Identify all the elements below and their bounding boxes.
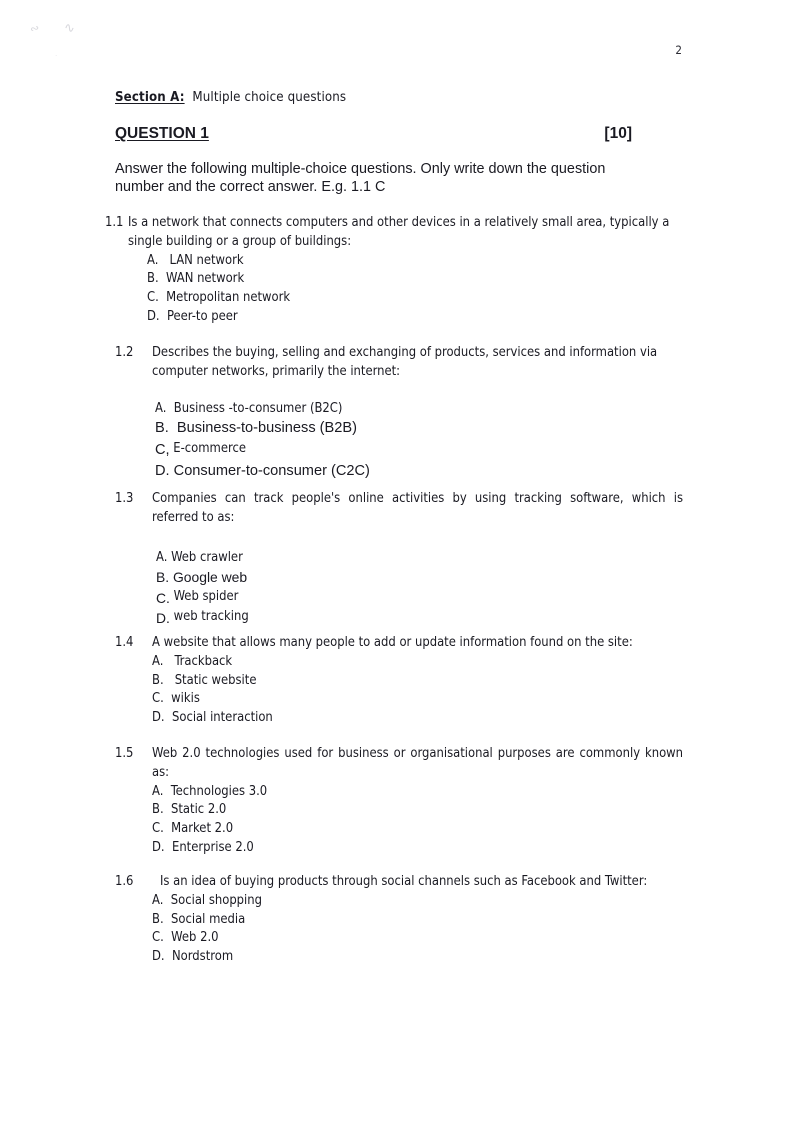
option-letter: A. (152, 892, 164, 908)
option-letter: C. (152, 930, 164, 946)
options-list (147, 252, 683, 327)
option-item[interactable] (147, 289, 683, 308)
option-item[interactable] (156, 567, 683, 587)
scan-smudge-icon: ∿ (63, 19, 76, 36)
option-label: Web crawler (171, 549, 243, 565)
question-text: A website that allows many people to add or update information found on the site: (152, 635, 633, 650)
question-block-1-6 (115, 873, 683, 967)
option-label: wikis (171, 691, 200, 707)
option-item[interactable] (152, 653, 683, 672)
option-letter: C. (156, 589, 170, 606)
option-letter: C. (152, 821, 164, 837)
question-title: QUESTION 1 (115, 125, 209, 142)
question-number: 1.6 (115, 874, 134, 889)
option-label: LAN network (169, 252, 244, 268)
question-block-1-1 (105, 214, 683, 327)
option-item[interactable] (147, 270, 683, 289)
option-gap (164, 690, 171, 709)
option-label: Technologies 3.0 (170, 783, 268, 799)
section-label: Section A: (115, 90, 185, 105)
option-item[interactable] (155, 418, 683, 439)
options-list (152, 892, 683, 967)
page-number: 2 (675, 43, 682, 57)
option-letter: C. (147, 290, 159, 306)
options-list (152, 653, 683, 728)
option-item[interactable] (155, 440, 683, 461)
option-gap (158, 252, 169, 271)
option-label: Google web (172, 569, 248, 586)
option-label: E-commerce (173, 440, 246, 456)
option-gap (165, 948, 172, 967)
question-stem-row (115, 634, 683, 653)
option-label: Peer-to peer (167, 309, 238, 325)
option-gap (164, 911, 171, 930)
option-item[interactable] (156, 608, 683, 628)
option-label: Web 2.0 (171, 930, 219, 946)
option-label: Web spider (173, 588, 239, 604)
option-letter: D. (147, 309, 160, 325)
question-text: Describes the buying, selling and exchanging of products, services and information via computer networks, primarily the internet: (152, 345, 658, 379)
option-gap (163, 783, 170, 802)
section-title: Multiple choice questions (184, 90, 347, 105)
option-gap (164, 801, 171, 820)
option-item[interactable] (152, 801, 683, 820)
question-stem-row (115, 490, 683, 528)
option-item[interactable] (152, 783, 683, 802)
option-label: Social interaction (172, 710, 273, 726)
option-gap (159, 270, 166, 289)
option-letter: B. (152, 802, 164, 818)
option-letter: D. (152, 710, 165, 726)
question-block-1-2 (115, 344, 683, 482)
option-label: WAN network (166, 271, 245, 287)
option-letter: B. (156, 569, 170, 586)
option-letter: D. (155, 463, 170, 480)
option-item[interactable] (152, 948, 683, 967)
option-letter: A. (152, 653, 164, 669)
option-label: Market 2.0 (171, 821, 234, 837)
option-item[interactable] (156, 588, 683, 608)
question-text: Is an idea of buying products through social channels such as Facebook and Twitter: (160, 874, 648, 889)
option-gap (165, 839, 172, 858)
question-block-1-4 (115, 634, 683, 728)
option-gap (164, 929, 171, 948)
option-gap (163, 653, 174, 672)
option-gap (169, 418, 177, 439)
option-letter: B. (152, 672, 164, 688)
option-letter: B. (155, 420, 169, 437)
option-letter: D. (152, 949, 165, 965)
option-item[interactable] (152, 709, 683, 728)
option-label: Business -to-consumer (B2C) (173, 400, 343, 416)
option-gap (164, 820, 171, 839)
option-item[interactable] (156, 549, 683, 568)
option-item[interactable] (152, 892, 683, 911)
option-label: Social media (171, 911, 246, 927)
option-gap (160, 308, 167, 327)
option-item[interactable] (152, 929, 683, 948)
option-item[interactable] (147, 252, 683, 271)
option-letter: C. (152, 691, 164, 707)
question-marks: [10] (604, 125, 632, 142)
option-item[interactable] (152, 690, 683, 709)
question-block-1-3 (115, 490, 683, 628)
option-item[interactable] (155, 400, 683, 419)
question-number: 1.1 (105, 215, 124, 230)
section-heading (115, 90, 346, 105)
option-label: Static website (174, 672, 257, 688)
option-item[interactable] (152, 839, 683, 858)
option-letter: A. (152, 783, 164, 799)
option-letter: A. (147, 252, 159, 268)
question-stem-row (115, 344, 683, 382)
options-list (156, 549, 683, 629)
question-number: 1.5 (115, 746, 134, 761)
option-item[interactable] (147, 308, 683, 327)
question-number: 1.3 (115, 491, 134, 506)
question-text: Is a network that connects computers and other devices in a relatively small area, typically a single building or a group of buildings: (128, 215, 670, 249)
instructions-paragraph: Answer the following multiple-choice questions. Only write down the question number and the correct answer. E.g. 1.1 C (115, 161, 606, 196)
question-header (115, 125, 685, 143)
option-label: web tracking (173, 609, 249, 625)
option-label: Enterprise 2.0 (172, 840, 254, 856)
option-label: Trackback (174, 653, 233, 669)
option-item[interactable] (152, 820, 683, 839)
question-stem-row (115, 873, 683, 892)
option-gap (166, 400, 173, 419)
scan-smudge-icon: ∾ (28, 22, 41, 36)
option-letter: A. (155, 400, 167, 416)
option-gap (159, 289, 166, 308)
question-number: 1.2 (115, 345, 134, 360)
option-gap (164, 672, 175, 691)
option-letter: B. (152, 911, 164, 927)
option-label: Static 2.0 (171, 802, 227, 818)
option-gap (165, 709, 172, 728)
question-stem-row (115, 745, 683, 783)
question-text: Web 2.0 technologies used for business or organisational purposes are commonly known as: (152, 746, 683, 780)
question-number: 1.4 (115, 635, 134, 650)
options-list (152, 783, 683, 858)
option-item[interactable] (152, 672, 683, 691)
option-letter: B. (147, 271, 159, 287)
option-item[interactable] (155, 461, 683, 482)
option-label: Business-to-business (B2B) (176, 420, 357, 437)
scan-smudge-icon: · (55, 52, 58, 60)
option-letter: D. (156, 610, 170, 627)
option-label: Social shopping (170, 892, 262, 908)
option-label: Nordstrom (172, 949, 234, 965)
option-letter: A. (156, 549, 168, 565)
question-stem-row (105, 214, 683, 252)
option-gap (163, 892, 170, 911)
option-letter: C, (155, 441, 170, 458)
option-label: Consumer-to-consumer (C2C) (173, 463, 370, 480)
option-label: Metropolitan network (166, 290, 291, 306)
question-text: Companies can track people's online activities by using tracking software, which is referred to as: (152, 491, 683, 525)
question-block-1-5 (115, 745, 683, 858)
options-list (155, 400, 683, 483)
option-letter: D. (152, 840, 165, 856)
option-item[interactable] (152, 911, 683, 930)
